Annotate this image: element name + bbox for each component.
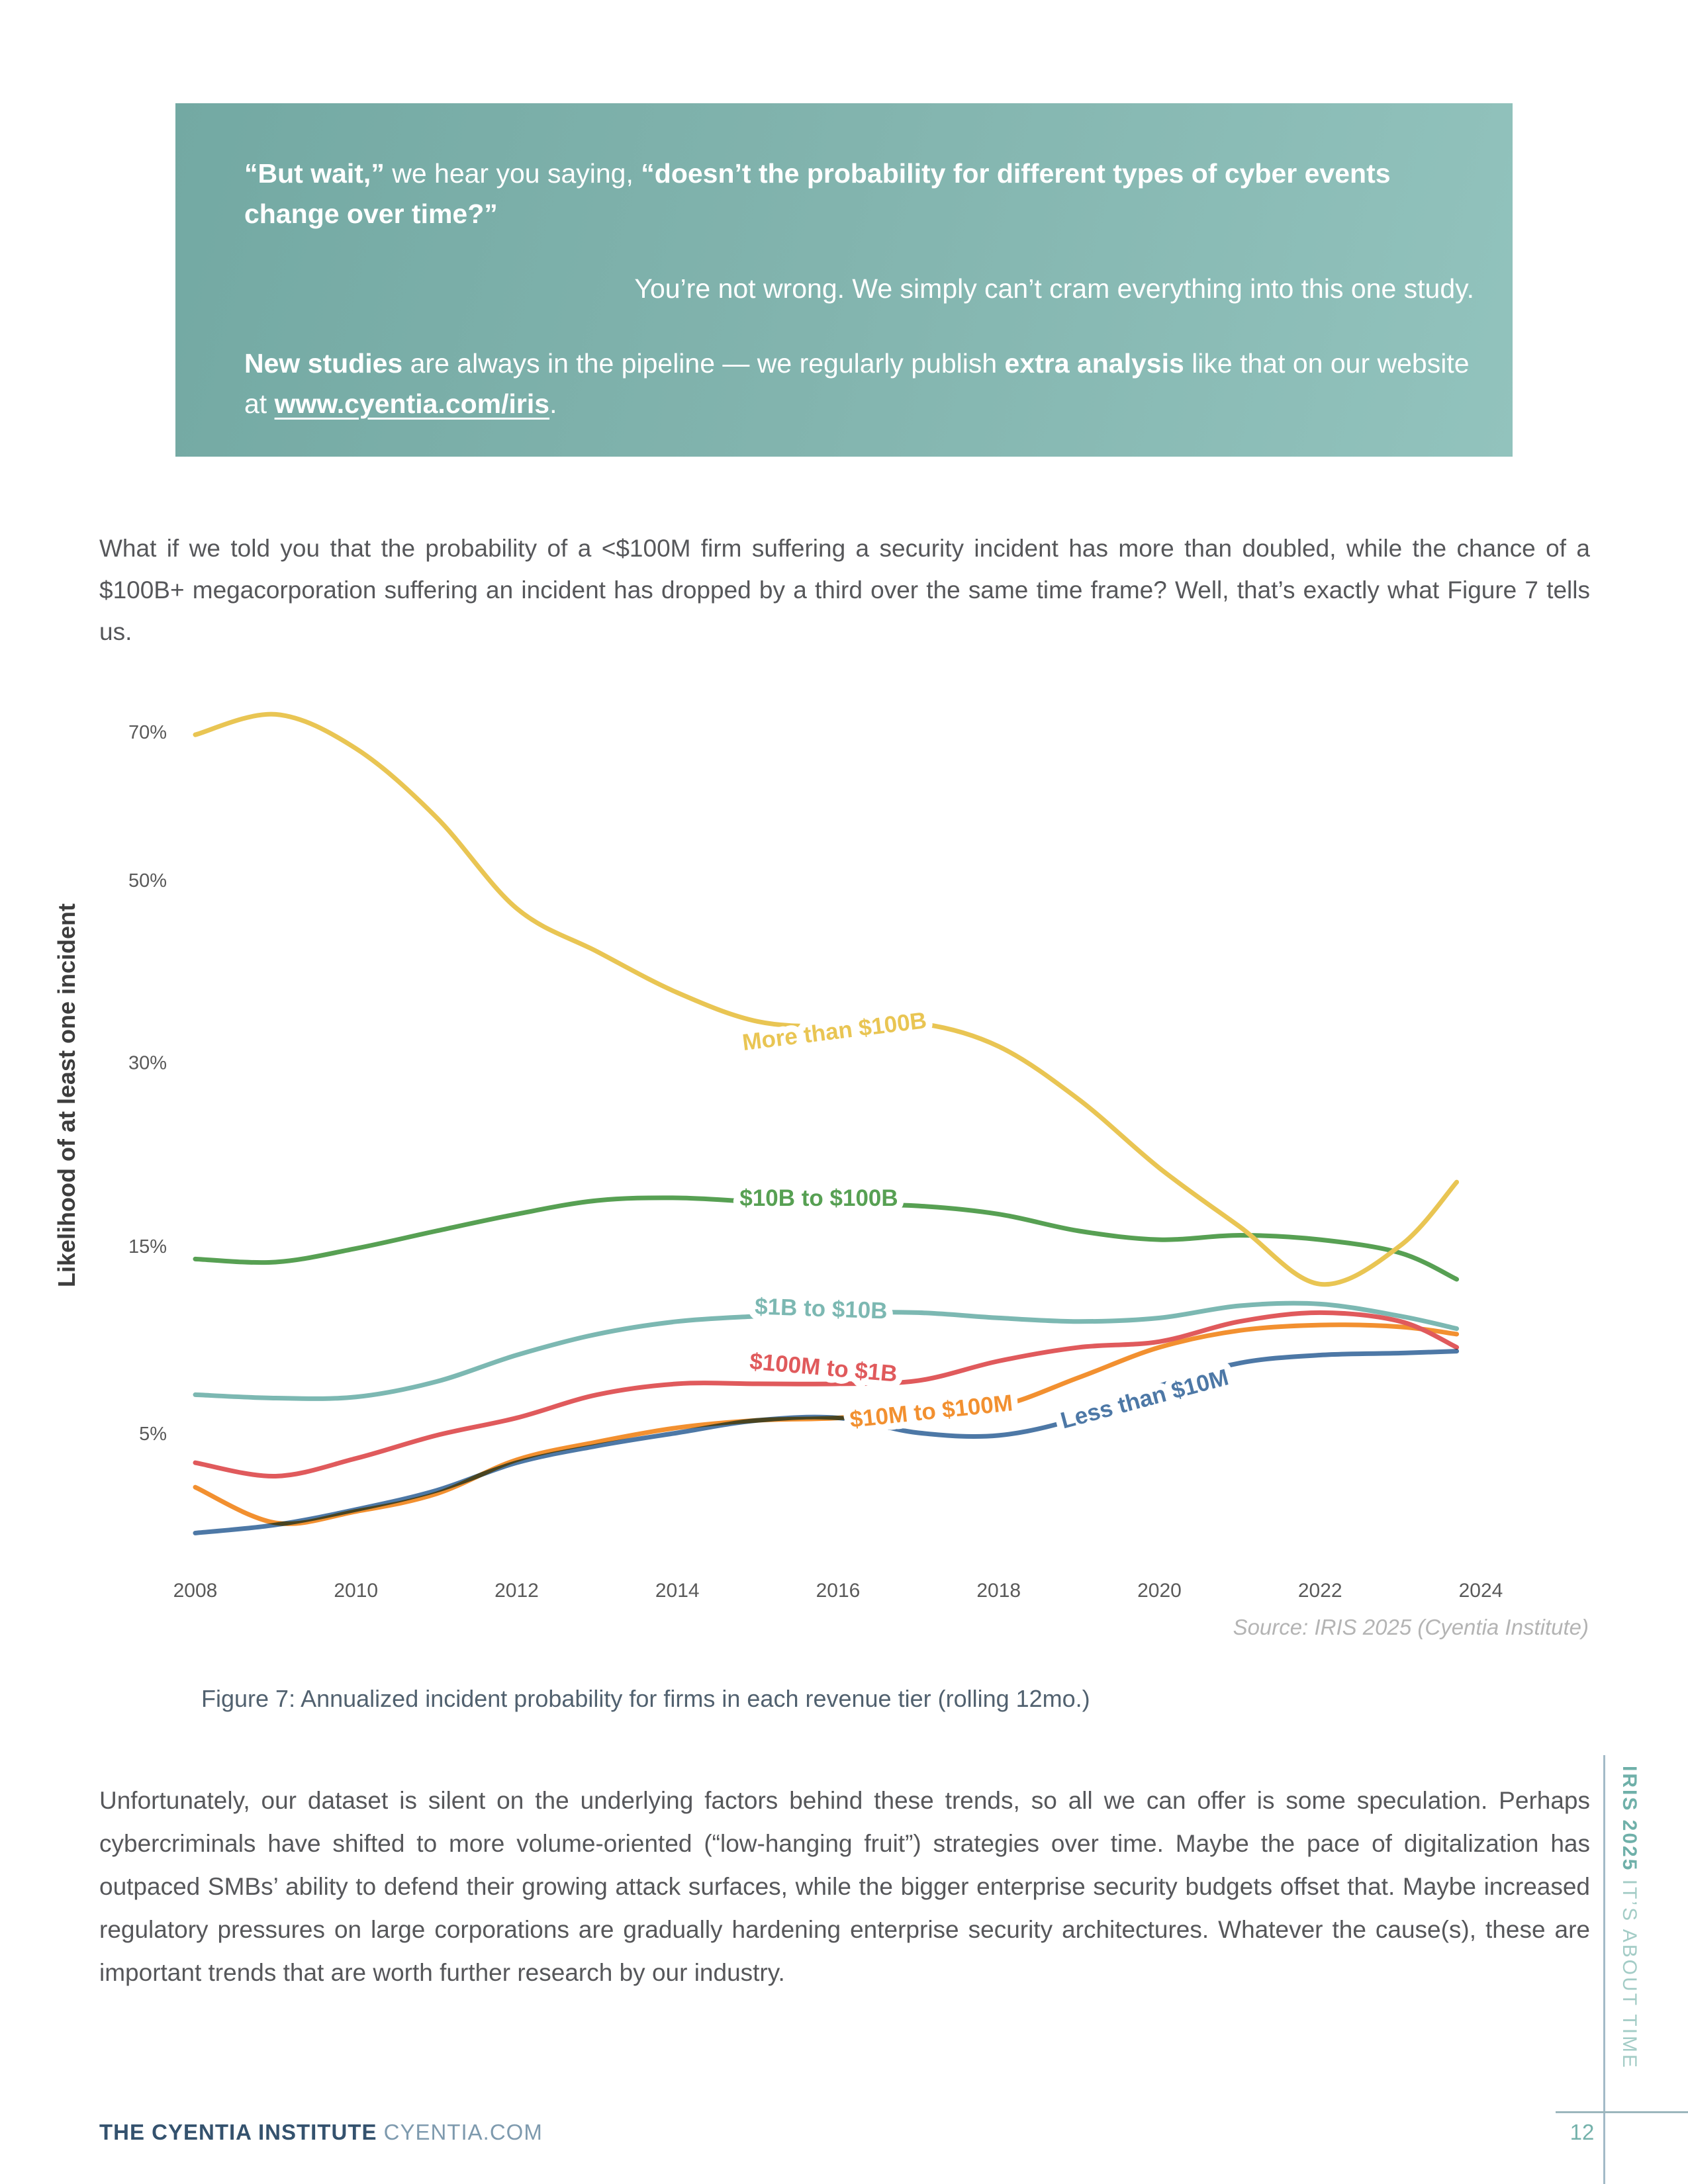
intro-paragraph: What if we told you that the probability of a <$100M firm suffering a security incident has more than doubled, while the chance of a $100B+ megacorporation suffering an incident has dropped by a third over the same time frame? Well, that’s exactly what Figure 7 tells us. <box>99 535 1590 645</box>
callout-bold-but-wait: “But wait,” <box>244 158 385 189</box>
x-tick-label: 2008 <box>173 1580 218 1602</box>
series-line--100m-to-1b <box>195 1312 1457 1476</box>
sidebar-vertical-text <box>1618 1766 1640 2070</box>
figure-caption: Figure 7: Annualized incident probability for firms in each revenue tier (rolling 12mo.) <box>201 1685 1090 1712</box>
callout-bold-extra-analysis: extra analysis <box>1004 348 1184 379</box>
series-label-less-than-10m: Less than $10M <box>1058 1364 1231 1434</box>
page-number: 12 <box>1570 2120 1595 2144</box>
series-line--10m-to-100m <box>195 1325 1457 1524</box>
y-tick-label: 30% <box>128 1052 167 1074</box>
x-tick-label: 2010 <box>334 1580 379 1602</box>
y-tick-label: 15% <box>128 1236 167 1257</box>
footer-domain: CYENTIA.COM <box>383 2120 543 2144</box>
series-line--10b-to-100b <box>195 1198 1457 1279</box>
y-tick-label: 5% <box>139 1423 167 1445</box>
series-label--100m-to-1b: $100M to $1B <box>748 1348 899 1387</box>
footer-horizontal-rule <box>1556 2111 1688 2113</box>
x-tick-label: 2020 <box>1137 1580 1182 1602</box>
series-line-more-than-100b <box>195 714 1457 1285</box>
footer <box>99 2120 543 2145</box>
series-label--10m-to-100m: $10M to $100M <box>848 1390 1014 1433</box>
x-tick-label: 2024 <box>1458 1580 1503 1602</box>
callout-paragraph-3: New studies are always in the pipeline — we regularly publish extra analysis like that on our website at www.cyentia.com/iris. <box>244 348 1470 419</box>
x-tick-label: 2014 <box>655 1580 700 1602</box>
series-line-less-than-10m <box>195 1351 1457 1533</box>
series-label--1b-to-10b: $1B to $10B <box>754 1293 888 1324</box>
footer-brand: THE CYENTIA INSTITUTE <box>99 2120 377 2144</box>
chart-source: Source: IRIS 2025 (Cyentia Institute) <box>1233 1615 1589 1639</box>
series-line--1b-to-10b <box>195 1303 1457 1398</box>
callout-bold-question: “doesn’t the probability for different types of cyber events change over time?” <box>244 158 1391 229</box>
sidebar-report-name: IRIS 2025 <box>1618 1766 1640 1872</box>
x-tick-label: 2018 <box>976 1580 1021 1602</box>
series-label-more-than-100b: More than $100B <box>741 1007 928 1056</box>
callout-bold-new-studies: New studies <box>244 348 403 379</box>
x-tick-label: 2022 <box>1297 1580 1342 1602</box>
cyentia-iris-link[interactable]: www.cyentia.com/iris <box>274 388 550 419</box>
callout-paragraph-1: “But wait,” we hear you saying, “doesn’t the probability for different types of cyber events change over time?” <box>244 158 1391 229</box>
sidebar-tagline: IT’S ABOUT TIME <box>1618 1879 1640 2070</box>
callout-paragraph-2: You’re not wrong. We simply can’t cram everything into this one study. <box>634 273 1474 304</box>
series-label--10b-to-100b: $10B to $100B <box>739 1185 898 1211</box>
y-tick-label: 70% <box>128 722 167 744</box>
x-tick-label: 2012 <box>494 1580 539 1602</box>
x-tick-label: 2016 <box>816 1580 861 1602</box>
y-tick-label: 50% <box>128 870 167 892</box>
body-paragraph: Unfortunately, our dataset is silent on the underlying factors behind these trends, so all we can offer is some speculation. Perhaps cybercriminals have shifted to more volume-oriented (“low-hanging fruit”) strategies over time. Maybe the pace of digitalization has outpaced SMBs’ ability to defend their growing attack surfaces, while the bigger enterprise security budgets offset that. Maybe increased regulatory pressures on large corporations are gradually hardening enterprise security architectures. Whatever the cause(s), these are important trends that are worth further research by our industry. <box>99 1787 1590 1986</box>
callout-box <box>175 103 1513 457</box>
y-axis-label: Likelihood of at least one incident <box>53 903 80 1288</box>
